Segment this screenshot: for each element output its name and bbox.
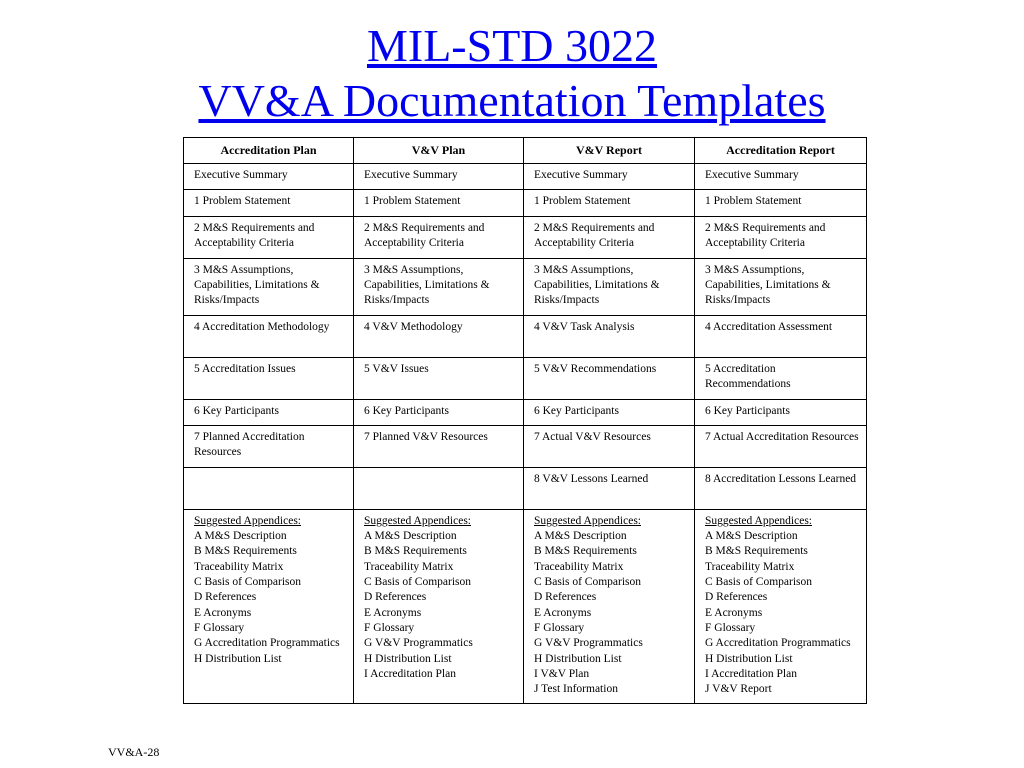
- appendix-item: C Basis of Comparison: [705, 576, 813, 589]
- appendix-item: H Distribution List: [194, 652, 282, 665]
- appendix-item: J V&V Report: [705, 683, 772, 696]
- appendix-item: J Test Information: [534, 683, 618, 696]
- title-line-1[interactable]: MIL-STD 3022: [366, 20, 658, 71]
- appendix-item: H Distribution List: [364, 652, 452, 665]
- appendix-item: F Glossary: [705, 621, 756, 634]
- appendix-item: F Glossary: [364, 621, 415, 634]
- appendix-item: B M&S Requirements Traceability Matrix: [194, 545, 297, 573]
- table-cell: 2 M&S Requirements and Acceptability Criteria: [695, 216, 867, 258]
- appendix-item: A M&S Description: [705, 530, 798, 543]
- appendix-item: E Acronyms: [364, 606, 422, 619]
- templates-table: [183, 137, 867, 704]
- table-cell: Executive Summary: [354, 164, 524, 190]
- appendix-item: E Acronyms: [534, 606, 592, 619]
- table-cell: [184, 467, 354, 509]
- appendix-item: H Distribution List: [534, 652, 622, 665]
- appendix-item: D References: [534, 591, 597, 604]
- table-cell: Executive Summary: [695, 164, 867, 190]
- table-cell: 1 Problem Statement: [354, 190, 524, 216]
- table-cell: 6 Key Participants: [695, 399, 867, 425]
- appendix-item: D References: [364, 591, 427, 604]
- appendices-cell: [354, 509, 524, 704]
- table-cell: 3 M&S Assumptions, Capabilities, Limitations & Risks/Impacts: [695, 258, 867, 315]
- appendix-item: G Accreditation Programmatics: [194, 637, 340, 650]
- table-row: [184, 425, 867, 467]
- table-cell: 3 M&S Assumptions, Capabilities, Limitations & Risks/Impacts: [524, 258, 695, 315]
- table-cell: 1 Problem Statement: [184, 190, 354, 216]
- appendices-cell: [524, 509, 695, 704]
- table-cell: 8 Accreditation Lessons Learned: [695, 467, 867, 509]
- table-row: [184, 467, 867, 509]
- table-cell: 6 Key Participants: [524, 399, 695, 425]
- appendix-item: C Basis of Comparison: [534, 576, 642, 589]
- appendix-item: I Accreditation Plan: [705, 667, 797, 680]
- appendices-title: Suggested Appendices:: [705, 514, 812, 527]
- table-cell: 5 V&V Issues: [354, 357, 524, 399]
- table-cell: [354, 467, 524, 509]
- table-cell: 3 M&S Assumptions, Capabilities, Limitations & Risks/Impacts: [354, 258, 524, 315]
- table-cell: 5 Accreditation Issues: [184, 357, 354, 399]
- table-cell: Executive Summary: [524, 164, 695, 190]
- table-header-row: [184, 138, 867, 164]
- slide-title: [0, 18, 1024, 128]
- slide-number: VV&A-28: [108, 745, 160, 759]
- table-cell: 7 Actual Accreditation Resources: [695, 425, 867, 467]
- table-cell: 4 V&V Methodology: [354, 315, 524, 357]
- table-cell: 3 M&S Assumptions, Capabilities, Limitations & Risks/Impacts: [184, 258, 354, 315]
- table-cell: Executive Summary: [184, 164, 354, 190]
- appendix-item: E Acronyms: [705, 606, 763, 619]
- appendix-item: C Basis of Comparison: [194, 576, 302, 589]
- table-cell: 4 Accreditation Assessment: [695, 315, 867, 357]
- title-line-2[interactable]: VV&A Documentation Templates: [198, 75, 826, 126]
- appendix-item: G V&V Programmatics: [534, 637, 643, 650]
- column-header: Accreditation Plan: [184, 138, 354, 164]
- appendices-title: Suggested Appendices:: [534, 514, 641, 527]
- appendix-item: I V&V Plan: [534, 667, 590, 680]
- table-cell: 7 Planned Accreditation Resources: [184, 425, 354, 467]
- appendix-item: I Accreditation Plan: [364, 667, 456, 680]
- appendix-item: B M&S Requirements Traceability Matrix: [534, 545, 637, 573]
- appendices-title: Suggested Appendices:: [364, 514, 471, 527]
- appendix-item: A M&S Description: [364, 530, 457, 543]
- table-row: [184, 190, 867, 216]
- appendix-item: F Glossary: [194, 621, 245, 634]
- appendix-item: E Acronyms: [194, 606, 252, 619]
- appendix-item: A M&S Description: [194, 530, 287, 543]
- table-row: [184, 258, 867, 315]
- table-row: [184, 357, 867, 399]
- table-row: [184, 216, 867, 258]
- appendix-item: D References: [705, 591, 768, 604]
- table-cell: 4 Accreditation Methodology: [184, 315, 354, 357]
- appendix-item: C Basis of Comparison: [364, 576, 472, 589]
- appendix-item: A M&S Description: [534, 530, 627, 543]
- appendix-item: G Accreditation Programmatics: [705, 637, 851, 650]
- appendices-cell: [695, 509, 867, 704]
- table-cell: 6 Key Participants: [354, 399, 524, 425]
- appendix-item: D References: [194, 591, 257, 604]
- column-header: V&V Report: [524, 138, 695, 164]
- table-row: [184, 164, 867, 190]
- table-row: [184, 315, 867, 357]
- appendices-row: [184, 509, 867, 704]
- appendix-item: G V&V Programmatics: [364, 637, 473, 650]
- table-cell: 4 V&V Task Analysis: [524, 315, 695, 357]
- appendix-item: F Glossary: [534, 621, 585, 634]
- table-cell: 6 Key Participants: [184, 399, 354, 425]
- column-header: Accreditation Report: [695, 138, 867, 164]
- table-cell: 2 M&S Requirements and Acceptability Criteria: [354, 216, 524, 258]
- appendices-title: Suggested Appendices:: [194, 514, 301, 527]
- table-cell: 7 Planned V&V Resources: [354, 425, 524, 467]
- table-cell: 5 Accreditation Recommendations: [695, 357, 867, 399]
- table-row: [184, 399, 867, 425]
- table-cell: 2 M&S Requirements and Acceptability Criteria: [184, 216, 354, 258]
- table-cell: 8 V&V Lessons Learned: [524, 467, 695, 509]
- appendices-cell: [184, 509, 354, 704]
- column-header: V&V Plan: [354, 138, 524, 164]
- table-cell: 2 M&S Requirements and Acceptability Criteria: [524, 216, 695, 258]
- table-cell: 1 Problem Statement: [524, 190, 695, 216]
- appendix-item: B M&S Requirements Traceability Matrix: [364, 545, 467, 573]
- appendix-item: H Distribution List: [705, 652, 793, 665]
- table-cell: 7 Actual V&V Resources: [524, 425, 695, 467]
- appendix-item: B M&S Requirements Traceability Matrix: [705, 545, 808, 573]
- table-cell: 5 V&V Recommendations: [524, 357, 695, 399]
- table-cell: 1 Problem Statement: [695, 190, 867, 216]
